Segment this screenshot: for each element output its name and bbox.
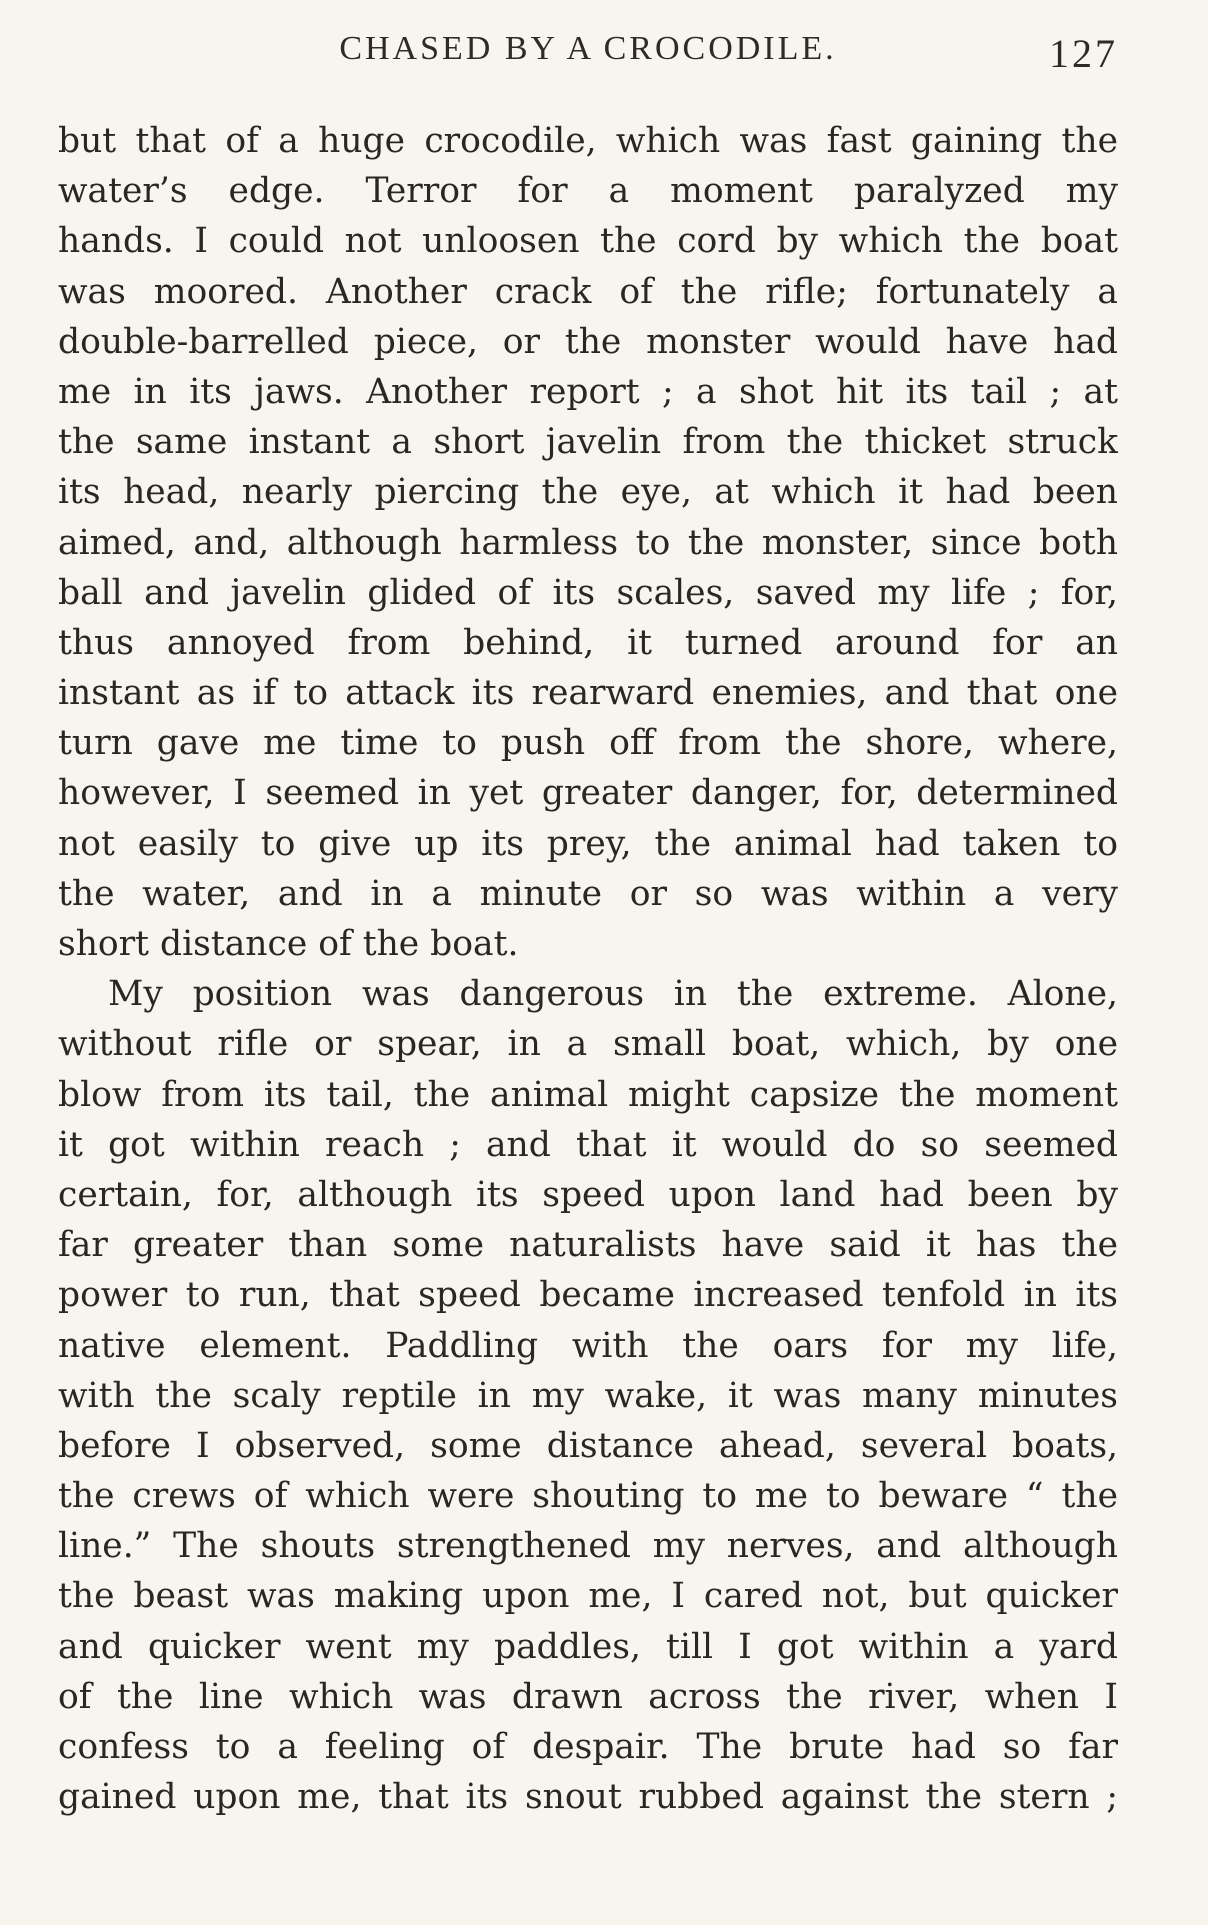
text-line: but that of a huge crocodile, which was fast gaining the [58,121,1118,161]
text-line: My position was dangerous in the extreme. Alone, [108,974,1118,1015]
text-line: with the scaly reptile in my wake, it was many minutes [58,1375,1118,1416]
page-number: 127 [1049,31,1118,76]
text-line: me in its jaws. Another report ; a shot hit its tail ; at [58,371,1118,412]
text-line: thus annoyed from behind, it turned around for an [58,622,1118,663]
text-line: confess to a feeling of despair. The brute had so far [58,1727,1118,1767]
text-line: its head, nearly piercing the eye, at which it had been [58,472,1118,513]
text-line: the water, and in a minute or so was within a very [58,873,1118,914]
text-line: not easily to give up its prey, the animal had taken to [58,823,1118,864]
text-line: and quicker went my paddles, till I got within a yard [58,1626,1118,1667]
text-line: short distance of the boat. [58,924,519,964]
text-line: water’s edge. Terror for a moment paralyzed my [58,171,1118,212]
text-line: certain, for, although its speed upon land had been by [58,1174,1118,1215]
paragraph-2 [58,969,1118,1822]
text-line: the beast was making upon me, I cared not, but quicker [58,1576,1118,1617]
text-line: hands. I could not unloosen the cord by which the boat [58,221,1118,262]
text-line: before I observed, some distance ahead, several boats, [58,1425,1118,1466]
text-line: native element. Paddling with the oars for my life, [58,1325,1118,1366]
text-line: it got within reach ; and that it would do so seemed [58,1124,1118,1165]
text-line: double-barrelled piece, or the monster would have had [58,321,1118,362]
running-head [58,30,1118,80]
text-line: aimed, and, although harmless to the monster, since both [58,522,1118,563]
text-line: the crews of which were shouting to me to beware “ the [58,1476,1118,1517]
paragraph-1 [58,116,1118,969]
body-text [58,116,1118,1822]
running-title: CHASED BY A CROCODILE. [339,30,837,67]
text-line: blow from its tail, the animal might capsize the moment [58,1074,1118,1115]
text-line: was moored. Another crack of the rifle; fortunately a [58,271,1118,312]
text-line: of the line which was drawn across the river, when I [58,1676,1118,1717]
text-line: turn gave me time to push off from the shore, where, [58,723,1118,764]
text-line: ball and javelin glided of its scales, saved my life ; for, [58,572,1118,613]
text-line: line.” The shouts strengthened my nerves, and although [58,1526,1118,1567]
text-line: gained upon me, that its snout rubbed against the stern ; [58,1777,1118,1818]
text-line: however, I seemed in yet greater danger, for, determined [58,773,1118,814]
text-line: far greater than some naturalists have said it has the [58,1225,1118,1266]
text-line: without rifle or spear, in a small boat, which, by one [58,1024,1118,1065]
text-line: the same instant a short javelin from the thicket struck [58,422,1118,463]
text-line: instant as if to attack its rearward enemies, and that one [58,673,1118,714]
text-line: power to run, that speed became increased tenfold in its [58,1275,1118,1316]
